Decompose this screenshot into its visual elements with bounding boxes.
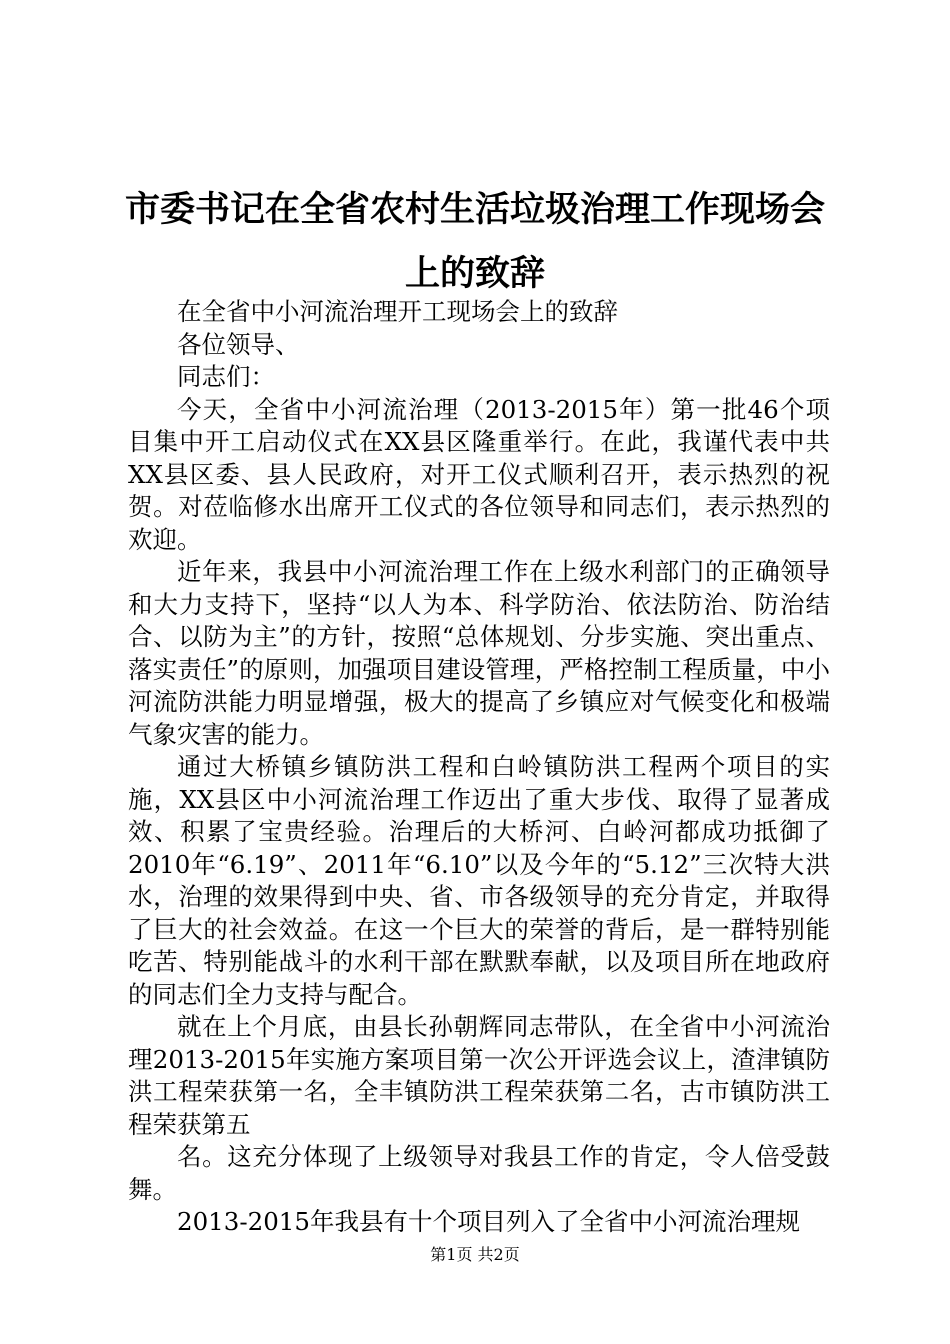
body-paragraph: 名。这充分体现了上级领导对我县工作的肯定，令人倍受鼓舞。 (128, 1142, 830, 1204)
salutation-line: 各位领导、 (177, 329, 300, 359)
body-paragraph: 通过大桥镇乡镇防洪工程和白岭镇防洪工程两个项目的实施，XX县区中小河流治理工作迈出了重大步伐、取得了显著成效、积累了宝贵经验。治理后的大桥河、白岭河都成功抵御了2010年“6.19”、2011年“6.10”以及今年的“5.12”三次特大洪水，治理的效果得到中央、省、市各级领导的充分肯定，并取得了巨大的社会效益。在这一个巨大的荣誉的背后，是一群特别能吃苦、特别能战斗的水利干部在默默奉献，以及项目所在地政府的同志们全力支持与配合。 (128, 752, 830, 1009)
body-paragraph: 近年来，我县中小河流治理工作在上级水利部门的正确领导和大力支持下，坚持“以人为本、科学防治、依法防治、防治结合、以防为主”的方针，按照“总体规划、分步实施、突出重点、落实责任”的原则，加强项目建设管理，严格控制工程质量，中小河流防洪能力明显增强，极大的提高了乡镇应对气候变化和极端气象灾害的能力。 (128, 557, 830, 749)
body-paragraph: 就在上个月底，由县长孙朝辉同志带队，在全省中小河流治理2013-2015年实施方案项目第一次公开评选会议上，渣津镇防洪工程荣获第一名，全丰镇防洪工程荣获第二名，古市镇防洪工程荣获第五 (128, 1012, 830, 1139)
salutation-line: 同志们： (177, 362, 275, 391)
document-title: 市委书记在全省农村生活垃圾治理工作现场会上的致辞 (124, 189, 825, 294)
page-number-footer: 第1页 共2页 (430, 1245, 520, 1264)
body-paragraph: 今天，全省中小河流治理（2013-2015年）第一批46个项目集中开工启动仪式在XX县区隆重举行。在此，我谨代表中共XX县区委、县人民政府，对开工仪式顺利召开，表示热烈的祝贺。对莅临修水出席开工仪式的各位领导和同志们，表示热烈的欢迎。 (128, 394, 830, 554)
document-body (128, 296, 830, 1239)
subtitle-paragraph: 在全省中小河流治理开工现场会上的致辞 (177, 297, 618, 326)
body-paragraph: 2013-2015年我县有十个项目列入了全省中小河流治理规 (177, 1207, 800, 1236)
